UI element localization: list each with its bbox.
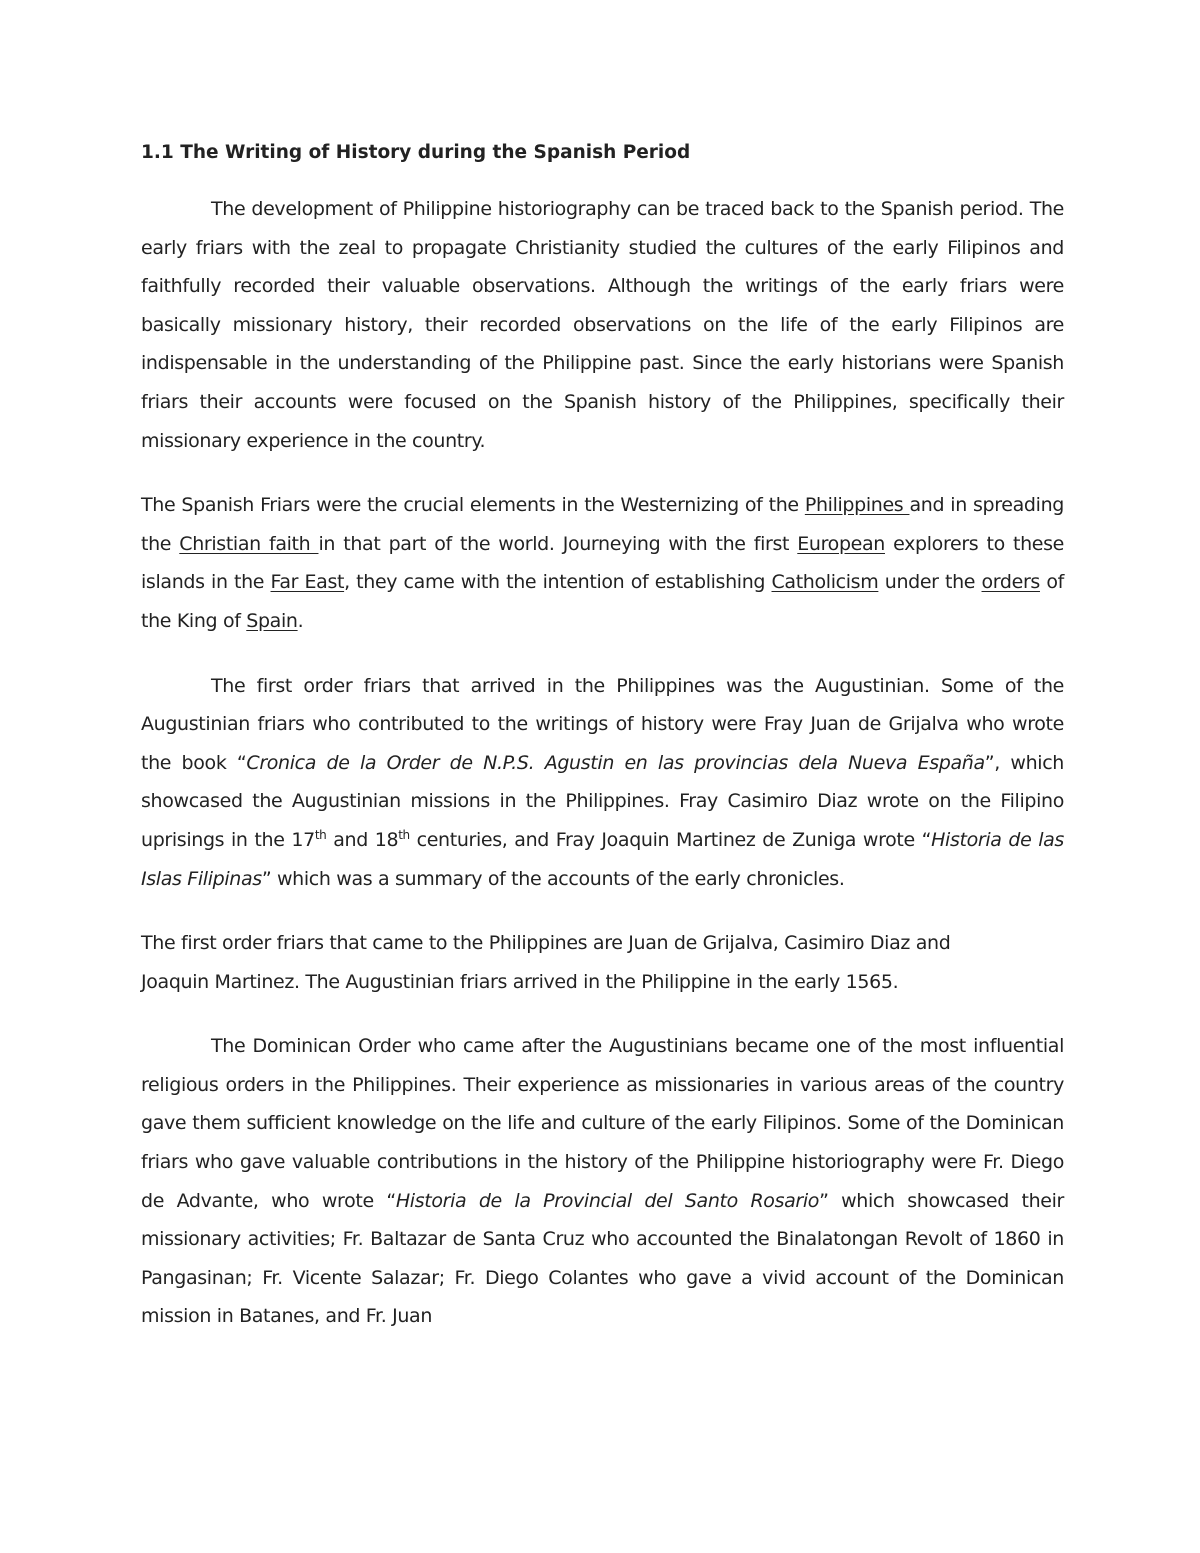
document-body xyxy=(141,140,1064,1362)
paragraph-augustinians xyxy=(141,667,1064,899)
text-run: ” which showcased their missionary activities; Fr. Baltazar de Santa Cruz who accounted the Binalatongan Revolt of 1860 in Pangasinan; Fr. Vicente Salazar; Fr. Diego Colantes who gave a vivid account of the Dominican mission in Batanes, and Fr. Juan xyxy=(141,1189,1064,1328)
text-run: in that part of the world. Journeying with the first xyxy=(318,532,798,555)
book-title-cronica: Cronica de la Order de N.P.S. Agustin en las provincias dela Nueva España xyxy=(246,751,985,774)
text-run: , they came with the intention of establishing xyxy=(344,571,772,594)
superscript-th: th xyxy=(398,827,410,842)
text-line: The first order friars that came to the Philippines are Juan de Grijalva, Casimiro Diaz and xyxy=(141,932,951,955)
text-run: The first order friars that arrived in the Philippines was the Augustinian. Some of the Augustinian friars who contributed to the writings of history were Fray Juan de Grijalva who wrote the book “ xyxy=(141,674,1064,774)
text-line: Joaquin Martinez. The Augustinian friars arrived in the Philippine in the early 1565. xyxy=(141,970,899,993)
link-christian-faith[interactable]: Christian faith xyxy=(179,532,319,555)
link-european[interactable]: European xyxy=(797,532,885,555)
paragraph-origins: The development of Philippine historiography can be traced back to the Spanish period. The early friars with the zeal to propagate Christianity studied the cultures of the early Filipinos and faithfully recorded their valuable observations. Although the writings of the early friars were basically missionary history, their recorded observations on the life of the early Filipinos are indispensable in the understanding of the Philippine past. Since the early historians were Spanish friars their accounts were focused on the Spanish history of the Philippines, specifically their missionary experience in the country. xyxy=(141,198,1064,452)
book-title-historia-rosario: Historia de la Provincial del Santo Rosario xyxy=(395,1189,820,1212)
link-orders[interactable]: orders xyxy=(981,571,1040,594)
book-title-historia-islas: Historia de las Islas Filipinas xyxy=(141,828,1064,890)
text-run: centuries, and Fray Joaquin Martinez de Zuniga wrote “ xyxy=(409,828,932,851)
text-run: under the xyxy=(878,571,982,594)
text-run: ”, which showcased the Augustinian missions in the Philippines. Fray Casimiro Diaz wrote on the Filipino uprisings in the 17 xyxy=(141,751,1064,851)
paragraph-dominicans xyxy=(141,1027,1064,1336)
link-spain[interactable]: Spain xyxy=(246,609,298,632)
link-catholicism[interactable]: Catholicism xyxy=(771,571,879,594)
paragraph-spanish-friars xyxy=(141,486,1064,640)
text-run: The Dominican Order who came after the Augustinians became one of the most influential religious orders in the Philippines. Their experience as missionaries in various areas of the country gave them sufficient knowledge on the life and culture of the early Filipinos. Some of the Dominican friars who gave valuable contributions in the history of the Philippine historiography were Fr. Diego de Advante, who wrote “ xyxy=(141,1035,1064,1212)
link-far-east[interactable]: Far East xyxy=(270,571,345,594)
paragraph-first-order xyxy=(141,924,1064,1001)
section-heading: 1.1 The Writing of History during the Spanish Period xyxy=(141,142,691,163)
text-run: and in spreading the xyxy=(141,494,1064,555)
text-run: and 18 xyxy=(326,828,399,851)
superscript-th: th xyxy=(314,827,327,842)
link-philippines[interactable]: Philippines xyxy=(804,494,910,517)
text-run: explorers to these islands in the xyxy=(141,532,1065,594)
text-run: . xyxy=(297,609,304,632)
text-run: ” which was a summary of the accounts of the early chronicles. xyxy=(261,867,845,890)
text-run: The Spanish Friars were the crucial elements in the Westernizing of the xyxy=(141,494,805,517)
text-run: of the King of xyxy=(141,571,1064,632)
